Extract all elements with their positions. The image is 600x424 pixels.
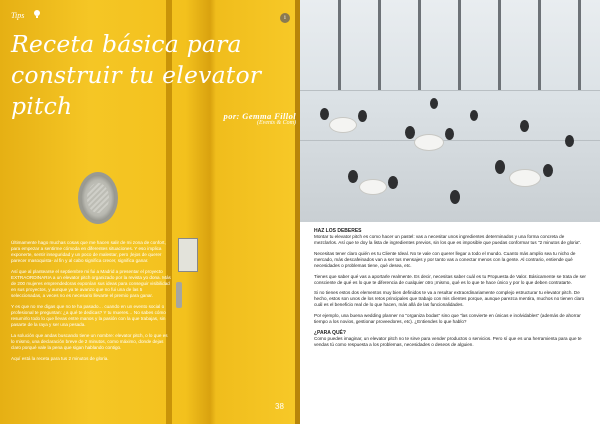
section-tag: Tips xyxy=(11,11,25,20)
paragraph: Si no tienes estos dos elementos muy bien definidos te va a resultar extraordinariamente complejo estructurar tu elevator pitch. De hecho, estos son unos de los retos principales que trabajo con mis clientes porque, aunque parezca mentira, muchos no tienen claro cuál es el beneficio real de lo que hacen, más allá de las funcionalidades. xyxy=(314,290,585,308)
cafe-table xyxy=(360,180,386,194)
person xyxy=(445,128,454,140)
cafe-table xyxy=(330,118,356,132)
window-frame xyxy=(418,0,421,90)
section-heading: HAZ LOS DEBERES xyxy=(314,228,362,234)
window-frame xyxy=(458,0,461,90)
person xyxy=(320,108,329,120)
person xyxy=(430,98,438,109)
paragraph: Necesitas tener claro quién es tu Cliente Ideal. No te vale con querer llegar a todo el mundo. Cuanto más amplio sea tu nicho de mercado, más descafeinados van a ser tus mensajes y por tanto vas a conectar menos con la gente. Al contrario, entiende qué necesidades o problemas tiene, qué desea, etc. xyxy=(314,250,576,268)
elevator-panel xyxy=(178,238,198,272)
window-frame xyxy=(378,0,381,90)
paragraph: Como puedes imaginar, un elevator pitch no te sirve para vender productos o servicios. Pero sí que es una herramienta para que te vendas tú como respuesta a los problemas, necesidades o deseos de alguien. xyxy=(314,335,582,347)
paragraph: La solución que andas buscando tiene un nombre: elevator pitch, o lo que es lo mismo, una declaración breve de 2 minutos, como máximo, donde dejas claro porqué vale la pena que sigan hablando contigo. xyxy=(11,332,168,350)
window-frame xyxy=(498,0,501,90)
author-department: (Events & Com) xyxy=(257,120,296,126)
right-page xyxy=(284,0,600,424)
author-byline: por: Gemma Fillol xyxy=(223,111,296,121)
person xyxy=(495,160,505,174)
info-icon: i xyxy=(280,13,290,23)
page-number-left: 38 xyxy=(275,402,284,411)
person xyxy=(348,170,358,183)
article-title: Receta básica para construir tu elevator pitch xyxy=(11,30,262,120)
floor-line xyxy=(300,90,600,91)
person xyxy=(405,126,415,139)
paragraph: Aquí está la receta para tus 2 minutos de gloria. xyxy=(11,355,109,361)
cafe-table xyxy=(510,170,540,186)
people-meeting-photo xyxy=(300,0,600,222)
paragraph: Últimamente hago muchas cosas que me hacen salir de mi zona de confort, para empezar a sentirme cómoda en diferentes situaciones. Y eso implica exponerte, sentir inseguridad y un poco de malestar, pero ¡lejos de querer parecer masoquista- al fin y al cabo significa crecer, significa ganar. xyxy=(11,240,166,264)
person xyxy=(565,135,574,147)
window-frame xyxy=(338,0,341,90)
person xyxy=(520,120,529,132)
person xyxy=(450,190,460,204)
window-frame xyxy=(538,0,541,90)
paragraph: Montar tu elevator pitch es como hacer un pastel: vas a necesitar unos ingredientes determinados y una forma concreta de mezclarlos. Así que te doy la lista de ingredientes previos, sin los que es imposible que puedas conformar tus "2 minutos de gloria". xyxy=(314,234,582,246)
door-handle xyxy=(176,282,182,308)
floor-line xyxy=(300,140,600,141)
paragraph: Y es que no me digas que no te ha pasado… cuando en un evento social o profesional te preguntan: ¿a qué te dedicas? Y tu mueres… No sabes cómo resumirlo todo lo que llevas entre manos y la pasión con la que trabajas, sin pasarte de la raya y ser una pesada. xyxy=(11,303,166,328)
person xyxy=(358,110,367,122)
person xyxy=(543,164,553,177)
paragraph: Por ejemplo, una buena wedding planner no "organiza bodas" sino que "las convierte en únicas e inolvidables" (además de ahorrar tiempo a los novios, gestionar proveedores, etc). ¿Entiendes lo que hablo? xyxy=(314,313,581,325)
door-porthole-window xyxy=(78,172,118,224)
lightbulb-icon xyxy=(32,9,42,19)
paragraph: Así que al plantearse el septiembre mi fui a Madrid a presentar el proyecto EXTRAORDINARIA a un elevator pitch organizado por la revista yo dona. Más de 200 mujeres emprendedoras exponían sus ideas para conseguir visibilidad en sus proyectos, y aunque ya te avanzo que no fui una de las 5 seleccionadas, a veces no es necesario llevarte el premio para ganar. xyxy=(11,268,171,299)
paragraph: Tienes que saber qué vas a aportarle realmente. Es decir, necesitas saber cuál es tu Propuesta de Valor. Básicamente se trata de ser consciente de qué es lo que te diferencia de cualquier otro ¡mismo, qué es lo que te hace único y por lo que deben contratarte. xyxy=(314,273,586,285)
left-article-body xyxy=(11,240,171,366)
section-heading: ¿PARA QUÉ? xyxy=(314,329,346,336)
person xyxy=(388,176,398,189)
cafe-table xyxy=(415,135,443,150)
right-article-body xyxy=(314,228,586,353)
person xyxy=(470,110,478,121)
window-frame xyxy=(578,0,581,90)
